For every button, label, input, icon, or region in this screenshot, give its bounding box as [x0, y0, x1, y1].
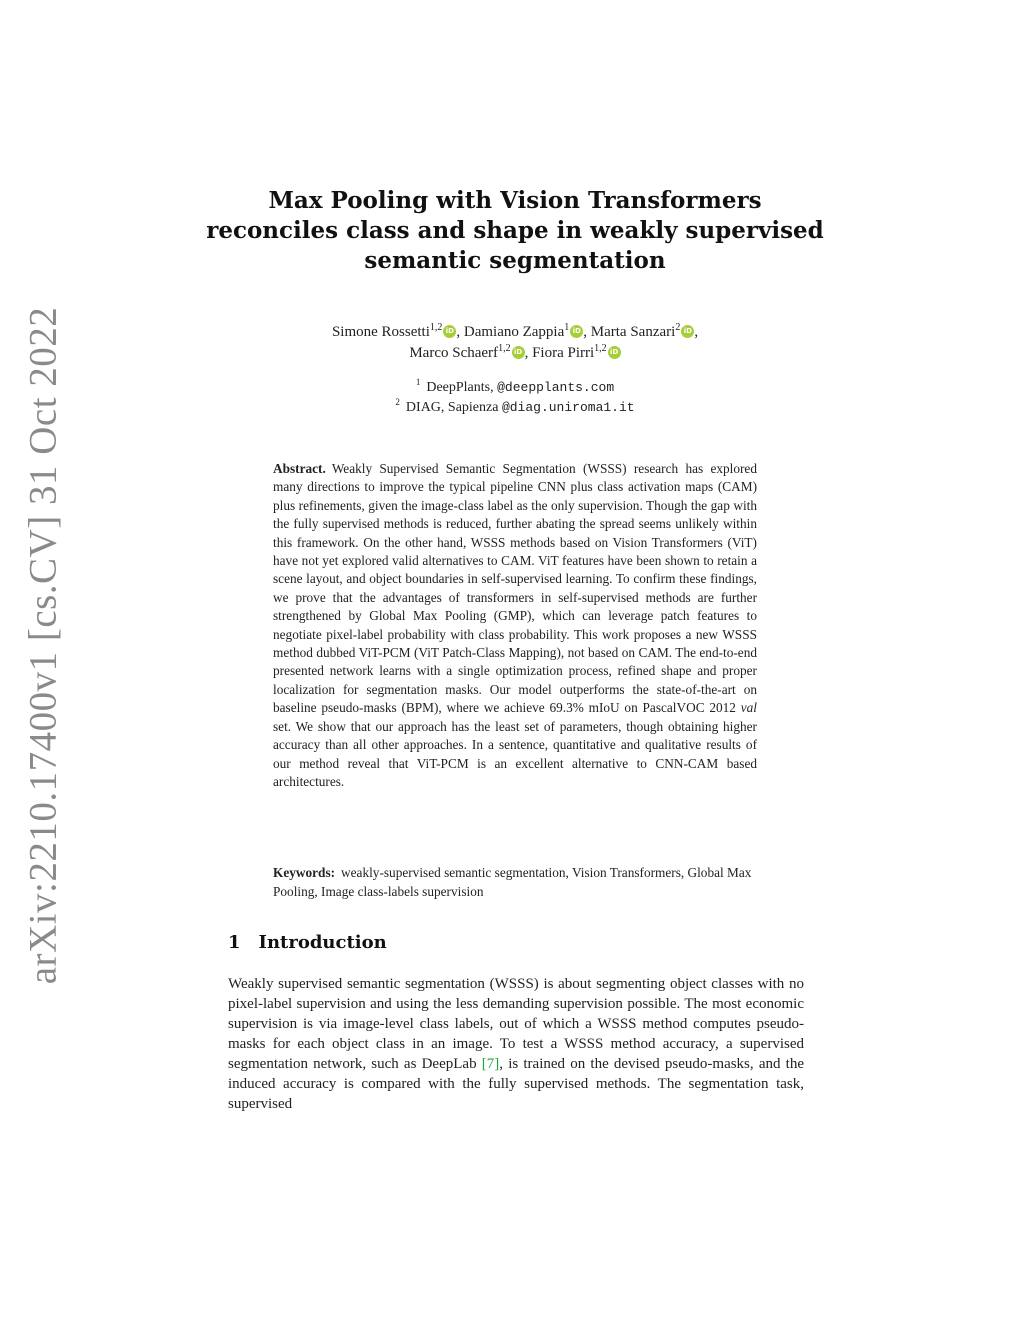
orcid-icon[interactable]: iD — [443, 325, 456, 338]
author-name: Marta Sanzari — [590, 324, 676, 340]
abstract-italic-val: val — [740, 700, 757, 716]
affiliation-item — [200, 398, 830, 418]
paper-title: Max Pooling with Vision Transformers reconciles class and shape in weakly supervised semantic segmentation — [206, 187, 824, 274]
author-separator: , — [694, 324, 699, 340]
author-affiliation-mark: 1,2 — [498, 343, 511, 354]
abstract — [273, 460, 757, 791]
author-list — [200, 322, 830, 364]
affiliation-email[interactable]: @diag.uniroma1.it — [501, 400, 635, 415]
affiliation-number: 1 — [415, 377, 421, 387]
keywords-label: Keywords: — [273, 865, 336, 880]
keywords — [273, 863, 767, 901]
orcid-icon[interactable]: iD — [570, 325, 583, 338]
author-affiliation-mark: 2 — [675, 322, 681, 333]
keywords-text: weakly-supervised semantic segmentation, Vision Transformers, Global Max Pooling, Image class-labels supervision — [273, 865, 752, 899]
author-separator: , — [456, 324, 464, 340]
author-name: Simone Rossetti — [331, 324, 430, 340]
section-title: Introduction — [258, 932, 387, 953]
citation-link[interactable]: [7] — [481, 1056, 500, 1072]
intro-text-continued: , is trained on the devised pseudo-masks, and the induced accuracy is compared with the fully supervised methods. The segmentation task, supervised — [228, 1056, 804, 1112]
affiliation-email[interactable]: @deepplants.com — [497, 380, 615, 395]
author-affiliation-mark: 1 — [564, 322, 570, 333]
abstract-label: Abstract. — [273, 461, 326, 476]
section-number: 1 — [228, 932, 241, 953]
section-heading — [228, 932, 387, 953]
affiliation-item — [200, 378, 830, 398]
affiliation-list — [200, 378, 830, 418]
author-separator: , — [524, 345, 533, 361]
intro-paragraph — [228, 974, 804, 1114]
abstract-text-continued: set. We show that our approach has the least set of parameters, though obtaining higher accuracy than all other approaches. In a sentence, quantitative and qualitative results of our method reveal that ViT-PCM is an excellent alternative to CNN-CAM based architectures. — [273, 718, 757, 789]
author-separator: , — [583, 324, 591, 340]
affiliation-text: DeepPlants, — [426, 380, 498, 395]
affiliation-number: 2 — [395, 397, 400, 407]
arxiv-identifier: arXiv:2210.17400v1 [cs.CV] 31 Oct 2022 — [21, 306, 65, 984]
affiliation-text: DIAG, Sapienza — [405, 400, 502, 415]
author-name: Damiano Zappia — [463, 324, 565, 340]
orcid-icon[interactable]: iD — [681, 325, 694, 338]
arxiv-stamp — [18, 306, 68, 984]
abstract-text: Weakly Supervised Semantic Segmentation (WSSS) research has explored many directions to improve the typical pipeline CNN plus class activation maps (CAM) plus refinements, given the image-class label as the only supervision. Though the gap with the fully supervised methods is reduced, further abating the spread seems unlikely within this framework. On the other hand, WSSS methods based on Vision Transformers (ViT) have not yet explored valid alternatives to CAM. ViT features have been shown to retain a scene layout, and object boundaries in self-supervised learning. To confirm these findings, we prove that the advantages of transformers in self-supervised methods are further strengthened by Global Max Pooling (GMP), which can leverage patch features to negotiate pixel-label probability with class probability. This work proposes a new WSSS method dubbed ViT-PCM (ViT Patch-Class Mapping), not based on CAM. The end-to-end presented network learns with a single optimization process, refined shape and proper localization for segmentation masks. Our model outperforms the state-of-the-art on baseline pseudo-masks (BPM), where we achieve 69.3% mIoU on PascalVOC 2012 — [273, 461, 757, 716]
author-name: Fiora Pirri — [532, 345, 595, 361]
orcid-icon[interactable]: iD — [512, 346, 525, 359]
orcid-icon[interactable]: iD — [608, 346, 621, 359]
author-affiliation-mark: 1,2 — [594, 343, 607, 354]
intro-text: Weakly supervised semantic segmentation (WSSS) is about segmenting object classes with no pixel-label supervision and using the less demanding supervision possible. The most economic supervision is via image-level class labels, out of which a WSSS method computes pseudo-masks for each object class in an image. To test a WSSS method accuracy, a supervised segmentation network, such as DeepLab — [228, 976, 804, 1072]
author-name: Marco Schaerf — [409, 345, 499, 361]
author-affiliation-mark: 1,2 — [429, 322, 443, 333]
